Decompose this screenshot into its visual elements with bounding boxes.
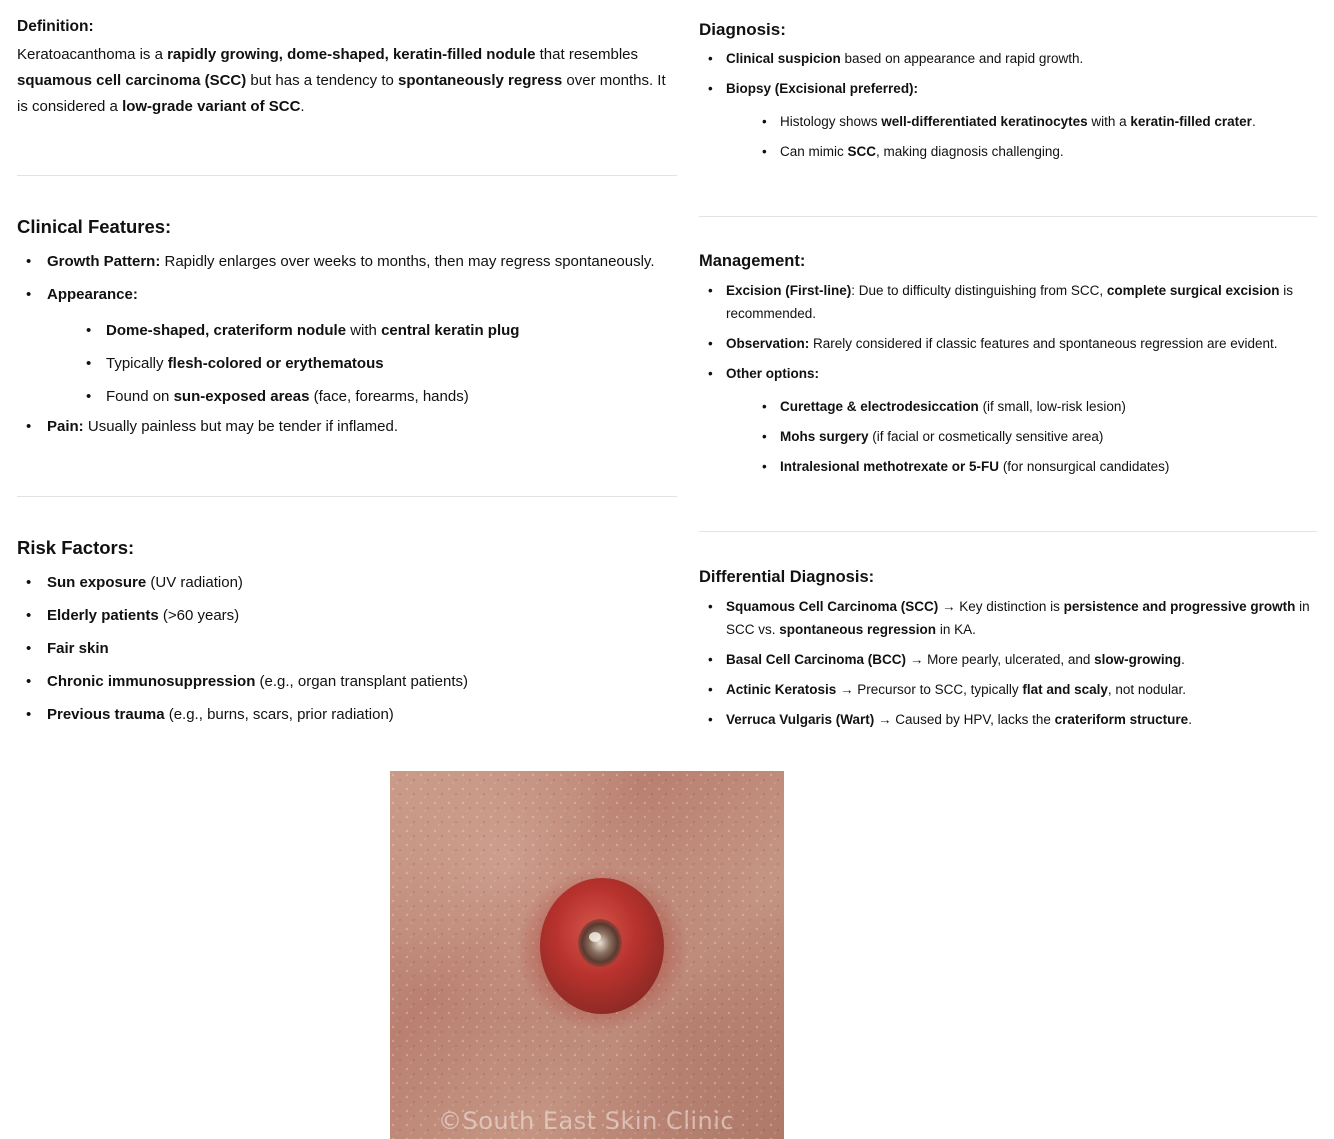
text-run: Histology shows: [780, 114, 882, 129]
list-item: [17, 705, 677, 725]
text-run: (if facial or cosmetically sensitive area): [868, 429, 1104, 444]
text-run: in SCC vs.: [726, 599, 1310, 637]
text-run: Rarely considered if classic features and spontaneous regression are evident.: [809, 336, 1278, 351]
photo-watermark: ©South East Skin Clinic: [438, 1107, 735, 1135]
section-divider: [17, 496, 677, 497]
text-run: is recommended.: [726, 283, 1293, 321]
list-item: [17, 252, 677, 272]
list-item: [699, 279, 1317, 325]
text-run: with a: [1087, 114, 1131, 129]
bold-text: Excision (First-line): [726, 283, 852, 298]
list-item: [17, 672, 677, 692]
bold-text: Clinical suspicion: [726, 51, 841, 66]
diagnosis-section: [699, 20, 1317, 170]
diagnosis-list: [699, 47, 1317, 163]
definition-section: [17, 18, 677, 120]
text-run: Keratoacanthoma is a: [17, 46, 168, 63]
text-run: → Caused by HPV, lacks the: [874, 712, 1055, 727]
text-run: → Precursor to SCC, typically: [836, 682, 1023, 697]
text-run: Usually painless but may be tender if inflamed.: [83, 418, 399, 435]
text-run: (e.g., organ transplant patients): [255, 673, 468, 690]
list-item: [726, 140, 1317, 163]
bold-text: Verruca Vulgaris (Wart): [726, 712, 875, 727]
list-item: [699, 332, 1317, 355]
bold-text: complete surgical excision: [1106, 283, 1280, 298]
text-run: in KA.: [936, 622, 976, 637]
text-run: → Key distinction is: [938, 599, 1064, 614]
text-run: , making diagnosis challenging.: [876, 144, 1064, 159]
text-run: (UV radiation): [146, 574, 243, 591]
diagnosis-heading: Diagnosis:: [699, 20, 786, 39]
risk-factors-heading: Risk Factors:: [17, 537, 135, 558]
text-run: : Due to difficulty distinguishing from SCC,: [851, 283, 1107, 298]
section-divider: [699, 531, 1317, 532]
definition-text: [17, 42, 677, 120]
text-run: Typically: [106, 355, 168, 372]
list-item: [726, 395, 1317, 418]
bold-text: Fair skin: [47, 640, 109, 657]
text-run: (for nonsurgical candidates): [999, 459, 1170, 474]
list-item: [47, 321, 677, 341]
text-run: → More pearly, ulcerated, and: [906, 652, 1095, 667]
differential-heading: Differential Diagnosis:: [699, 568, 875, 586]
sub-list: [47, 321, 677, 407]
risk-factors-list: [17, 573, 677, 725]
management-list: [699, 279, 1317, 478]
text-run: .: [1188, 712, 1192, 727]
sub-list: [726, 110, 1317, 163]
bold-text: low-grade variant of SCC: [122, 98, 301, 115]
list-item: [726, 110, 1317, 133]
list-item: [17, 639, 677, 659]
bold-text: crateriform structure: [1054, 712, 1189, 727]
list-item: [726, 455, 1317, 478]
bold-text: Observation:: [726, 336, 810, 351]
bold-text: Dome-shaped, crateriform nodule: [106, 322, 347, 339]
sub-list: [726, 395, 1317, 478]
text-run: Rapidly enlarges over weeks to months, then may regress spontaneously.: [160, 253, 655, 270]
bold-text: Squamous Cell Carcinoma (SCC): [726, 599, 939, 614]
text-run: Can mimic: [780, 144, 848, 159]
bold-text: Appearance:: [47, 286, 138, 303]
text-run: Found on: [106, 388, 174, 405]
bold-text: Sun exposure: [47, 574, 147, 591]
risk-factors-section: [17, 537, 677, 738]
bold-text: central keratin plug: [381, 322, 520, 339]
clinical-features-section: [17, 216, 677, 450]
bold-text: keratin-filled crater: [1130, 114, 1252, 129]
bold-text: rapidly growing, dome-shaped, keratin-filled nodule: [167, 46, 536, 63]
text-run: .: [1181, 652, 1185, 667]
list-item: [726, 425, 1317, 448]
bold-text: Mohs surgery: [780, 429, 869, 444]
text-run: but has a tendency to: [246, 72, 399, 89]
bold-text: Basal Cell Carcinoma (BCC): [726, 652, 907, 667]
list-item: [47, 354, 677, 374]
section-divider: [17, 175, 677, 176]
bold-text: spontaneous regression: [779, 622, 937, 637]
text-run: that resembles: [535, 46, 639, 63]
bold-text: Actinic Keratosis: [726, 682, 837, 697]
text-run: (>60 years): [158, 607, 240, 624]
list-item: [17, 285, 677, 407]
bold-text: Biopsy (Excisional preferred):: [726, 81, 919, 96]
clinical-features-heading: Clinical Features:: [17, 216, 172, 237]
bold-text: Curettage & electrodesiccation: [780, 399, 979, 414]
list-item: [47, 387, 677, 407]
bold-text: Growth Pattern:: [47, 253, 161, 270]
text-run: based on appearance and rapid growth.: [840, 51, 1084, 66]
list-item: [699, 77, 1317, 163]
bold-text: spontaneously regress: [398, 72, 563, 89]
management-section: [699, 252, 1317, 485]
text-run: (face, forearms, hands): [309, 388, 469, 405]
list-item: [699, 362, 1317, 478]
bold-text: Pain:: [47, 418, 84, 435]
text-run: .: [1251, 114, 1256, 129]
bold-text: sun-exposed areas: [173, 388, 310, 405]
list-item: [699, 595, 1317, 641]
clinical-features-list: [17, 252, 677, 437]
bold-text: Previous trauma: [47, 706, 165, 723]
definition-heading: Definition:: [17, 18, 94, 35]
list-item: [17, 606, 677, 626]
list-item: [699, 47, 1317, 70]
bold-text: Intralesional methotrexate or 5-FU: [780, 459, 1000, 474]
list-item: [17, 573, 677, 593]
bold-text: well-differentiated keratinocytes: [881, 114, 1088, 129]
list-item: [699, 678, 1317, 701]
list-item: [17, 417, 677, 437]
list-item: [699, 708, 1317, 731]
bold-text: Chronic immunosuppression: [47, 673, 256, 690]
bold-text: slow-growing: [1094, 652, 1182, 667]
text-run: with: [346, 322, 382, 339]
list-item: [699, 648, 1317, 671]
bold-text: SCC: [847, 144, 877, 159]
text-run: .: [300, 98, 305, 115]
text-run: over months. It is considered a: [17, 72, 666, 115]
keratoacanthoma-photo: [390, 771, 784, 1139]
text-run: , not nodular.: [1107, 682, 1186, 697]
differential-list: [699, 595, 1317, 731]
bold-text: Other options:: [726, 366, 819, 381]
text-run: (e.g., burns, scars, prior radiation): [164, 706, 394, 723]
management-heading: Management:: [699, 252, 806, 270]
text-run: (if small, low-risk lesion): [978, 399, 1126, 414]
section-divider: [699, 216, 1317, 217]
differential-section: [699, 568, 1317, 738]
bold-text: Elderly patients: [47, 607, 159, 624]
lesion-illustration: [390, 771, 784, 1139]
bold-text: flat and scaly: [1022, 682, 1108, 697]
bold-text: squamous cell carcinoma (SCC): [17, 72, 247, 89]
bold-text: flesh-colored or erythematous: [167, 355, 384, 372]
bold-text: persistence and progressive growth: [1063, 599, 1296, 614]
